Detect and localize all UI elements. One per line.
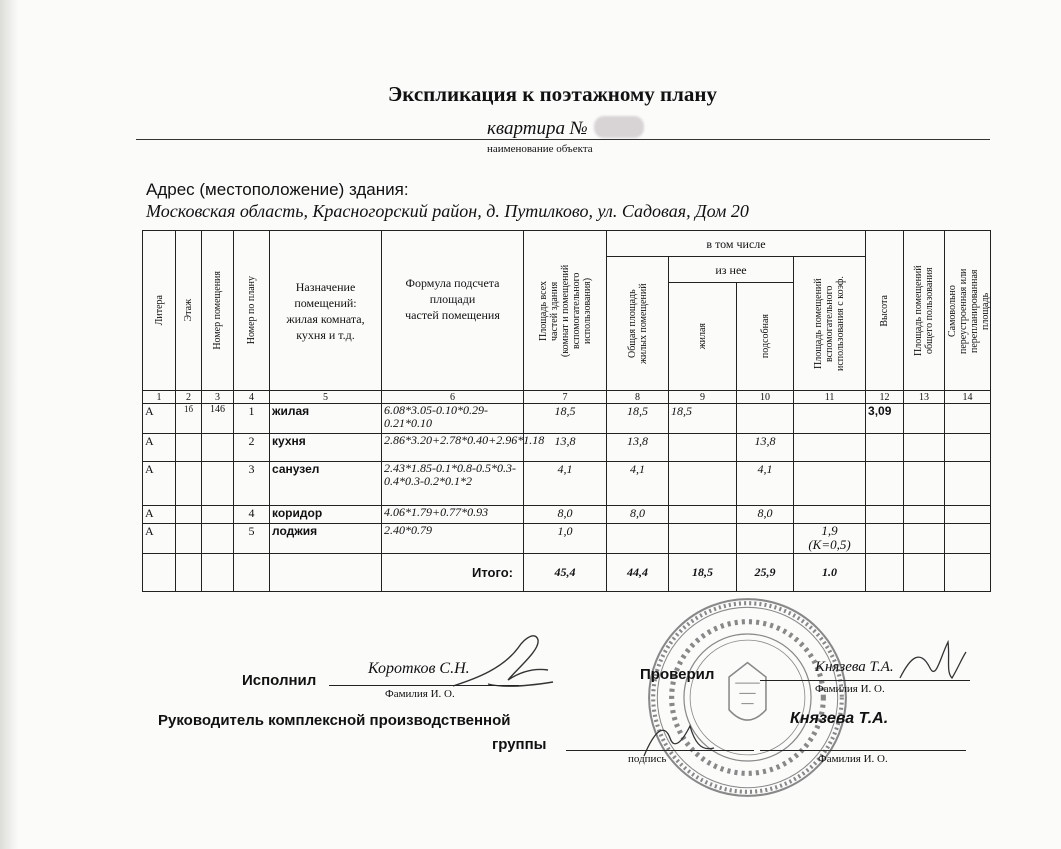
total-row: Итого: 45,4 44,4 18,5 25,9 1.0 (143, 554, 991, 592)
table-row: А 5 лоджия 2.40*0.79 1,0 1,9 (K=0,5) (143, 524, 991, 554)
document-title: Экспликация к поэтажному плану (388, 82, 718, 106)
table-row: А 2 кухня 2.86*3.20+2.78*0.40+2.96*1.18 13,8 13,8 13,8 (143, 434, 991, 462)
explication-table (142, 230, 991, 592)
header-of-which: из нее (669, 257, 794, 283)
header-auxiliary: подсобная (737, 283, 794, 391)
header-litera: Литера (143, 231, 176, 391)
executor-name-caption: Фамилия И. О. (385, 688, 455, 700)
checked-label: Проверил (640, 666, 715, 683)
table-row: А 3 санузел 2.43*1.85-0.1*0.8-0.5*0.3-0.4*0.3-0.2*0.1*2 4,1 4,1 4,1 (143, 462, 991, 506)
object-name (487, 116, 644, 140)
checker-name-caption: Фамилия И. О. (815, 683, 885, 695)
executor-name: Коротков С.Н. (368, 660, 470, 677)
header-plan-number: Номер по плану (234, 231, 270, 391)
head-name-caption: Фамилия И. О. (818, 753, 888, 765)
header-purpose: Назначение помещений: жилая комната, кухня и т.д. (270, 231, 382, 391)
address-label: Адрес (местоположение) здания: (146, 180, 409, 199)
executed-label: Исполнил (242, 672, 317, 689)
redacted-number (594, 116, 644, 138)
object-caption: наименование объекта (487, 143, 593, 155)
header-room-number: Номер помещения (202, 231, 234, 391)
header-formula: Формула подсчета площади частей помещения (382, 231, 524, 391)
header-living: жилая (669, 283, 737, 391)
checker-line (760, 680, 970, 681)
header-common-area: Площадь помещений общего пользования (904, 231, 945, 391)
header-aux-use: Площадь помещений вспомогательного использования с коэф. (794, 257, 866, 391)
head-signature-line (566, 750, 754, 751)
object-name-text: квартира № (487, 118, 588, 139)
header-area-total: Площадь всех частей здания (комнат и помещений вспомогательного использования) (524, 231, 607, 391)
table-row: А 1б 146 1 жилая 6.08*3.05-0.10*0.29-0.21*0.10 18,5 18,5 18,5 3,09 (143, 404, 991, 434)
header-living-total: Общая площадь жилых помещений (607, 257, 669, 391)
head-label-line2: группы (492, 736, 547, 753)
header-unauthorized-area: Самовольно переустроенная или перепланированная площадь (945, 231, 991, 391)
header-floor: Этаж (176, 231, 202, 391)
column-numbers-row: 1 2 3 4 5 6 7 8 9 10 11 12 13 14 (143, 391, 991, 404)
head-name-line (760, 750, 966, 751)
table-row: А 4 коридор 4.06*1.79+0.77*0.93 8,0 8,0 8,0 (143, 506, 991, 524)
header-height: Высота (866, 231, 904, 391)
object-underline (136, 139, 990, 140)
signature-caption: подпись (628, 753, 667, 765)
head-label-line1: Руководитель комплексной производственной (158, 712, 511, 729)
checker-name: Князева Т.А. (815, 659, 894, 675)
address-value: Московская область, Красногорский район, д. Путилково, ул. Садовая, Дом 20 (146, 201, 749, 221)
head-name: Князева Т.А. (790, 710, 889, 727)
checker-signature (890, 628, 970, 688)
round-seal-stamp (645, 595, 850, 800)
executor-line (329, 685, 519, 686)
header-including: в том числе (607, 231, 866, 257)
